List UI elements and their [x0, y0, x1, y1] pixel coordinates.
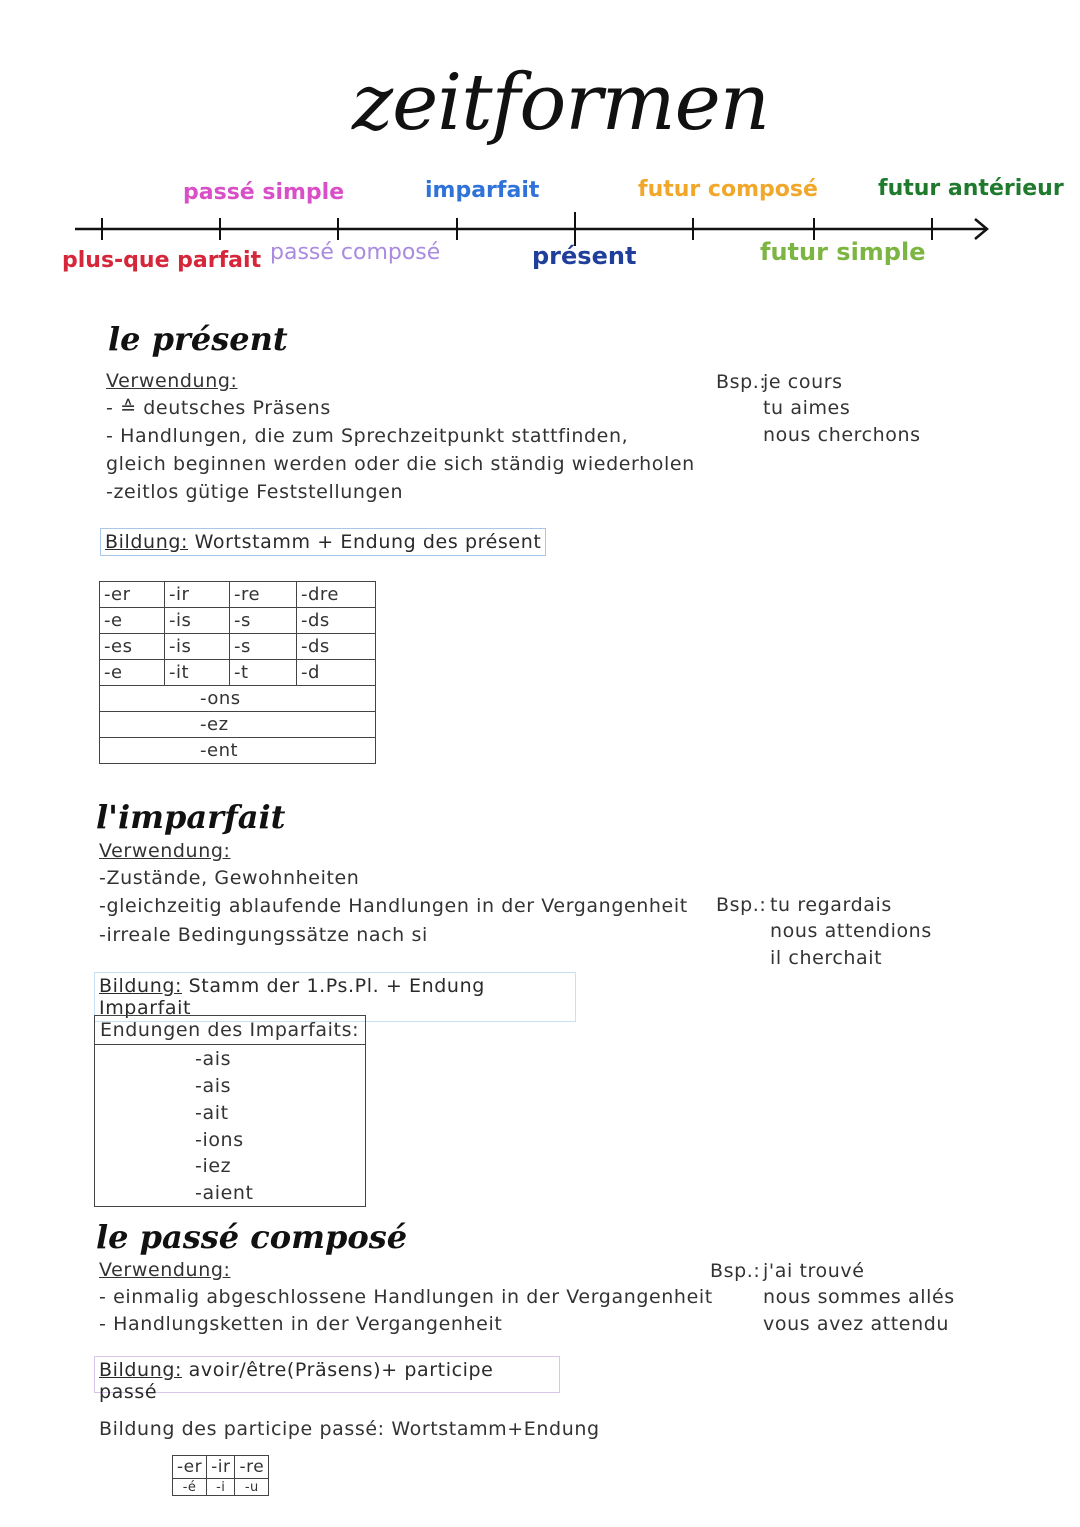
- label-futur-anterieur: futur antérieur: [878, 176, 1064, 201]
- passe-compose-bsp-label: Bsp.:: [710, 1260, 761, 1282]
- table-cell: -re: [230, 582, 297, 608]
- table-row: [100, 608, 376, 634]
- list-item: -ais: [195, 1048, 232, 1070]
- table-cell: -is: [165, 634, 230, 660]
- imparfait-verwendung-line-2: -gleichzeitig ablaufende Handlungen in der Vergangenheit: [99, 895, 688, 917]
- table-cell: -re: [235, 1456, 269, 1479]
- list-item: -iez: [195, 1155, 232, 1177]
- participe-passe-table: [172, 1455, 269, 1496]
- section-passe-compose-heading: le passé composé: [96, 1218, 408, 1256]
- table-cell: -es: [100, 634, 165, 660]
- label-passe-simple: passé simple: [183, 180, 345, 205]
- table-row: [100, 738, 376, 764]
- imparfait-example-1: tu regardais: [770, 894, 892, 916]
- section-imparfait-heading: l'imparfait: [96, 798, 286, 836]
- table-cell: -s: [230, 608, 297, 634]
- imparfait-endings-box: [94, 1015, 366, 1207]
- list-item: -ions: [195, 1129, 244, 1151]
- present-verwendung-label: Verwendung:: [106, 370, 238, 392]
- present-endings-table: [99, 581, 376, 764]
- table-cell: -er: [100, 582, 165, 608]
- table-cell: -ent: [100, 738, 376, 764]
- table-cell: -ds: [297, 634, 376, 660]
- table-cell: -ds: [297, 608, 376, 634]
- passe-compose-bildung-text: avoir/être(Präsens)+ participe passé: [99, 1359, 494, 1403]
- table-cell: -s: [230, 634, 297, 660]
- imparfait-verwendung-label: Verwendung:: [99, 840, 231, 862]
- present-bsp-label: Bsp.:: [716, 371, 767, 393]
- present-verwendung-line-3: gleich beginnen werden oder die sich ständig wiederholen: [106, 453, 695, 475]
- present-bildung-box: [100, 528, 546, 556]
- timeline: [0, 0, 1080, 290]
- imparfait-bildung-label: Bildung:: [99, 975, 182, 997]
- table-cell: -u: [235, 1479, 269, 1496]
- table-cell: -ir: [165, 582, 230, 608]
- list-item: -aient: [195, 1182, 254, 1204]
- table-cell: -i: [207, 1479, 235, 1496]
- passe-compose-bildung-box: [94, 1356, 560, 1403]
- imparfait-bsp-label: Bsp.:: [716, 894, 767, 916]
- table-row: [100, 660, 376, 686]
- table-cell: -is: [165, 608, 230, 634]
- present-example-1: je cours: [763, 371, 843, 393]
- present-bildung-text: Wortstamm + Endung des présent: [188, 531, 542, 553]
- label-plus-que-parfait: plus-que parfait: [62, 248, 262, 273]
- list-item: -ais: [195, 1075, 232, 1097]
- table-cell: -é: [173, 1479, 207, 1496]
- table-row: [173, 1456, 269, 1479]
- table-cell: -ons: [100, 686, 376, 712]
- imparfait-endings-title: Endungen des Imparfaits:: [95, 1016, 365, 1045]
- passe-compose-example-1: j'ai trouvé: [763, 1260, 865, 1282]
- imparfait-verwendung-line-3: -irreale Bedingungssätze nach si: [99, 924, 428, 946]
- imparfait-verwendung-line-1: -Zustände, Gewohnheiten: [99, 867, 360, 889]
- passe-compose-verwendung-line-2: - Handlungsketten in der Vergangenheit: [99, 1313, 503, 1335]
- table-row: [100, 686, 376, 712]
- passe-compose-bildung-label: Bildung:: [99, 1359, 182, 1381]
- passe-compose-verwendung-line-1: - einmalig abgeschlossene Handlungen in der Vergangenheit: [99, 1286, 713, 1308]
- table-cell: -dre: [297, 582, 376, 608]
- table-cell: -d: [297, 660, 376, 686]
- label-imparfait: imparfait: [425, 178, 540, 203]
- table-cell: -e: [100, 608, 165, 634]
- label-futur-simple: futur simple: [760, 238, 926, 266]
- list-item: -ait: [195, 1102, 229, 1124]
- imparfait-bildung-text: Stamm der 1.Ps.Pl. + Endung Imparfait: [99, 975, 485, 1019]
- table-cell: -t: [230, 660, 297, 686]
- table-row: [173, 1479, 269, 1496]
- section-present-heading: le présent: [108, 320, 288, 358]
- present-example-3: nous cherchons: [763, 424, 921, 446]
- table-cell: -er: [173, 1456, 207, 1479]
- table-cell: -e: [100, 660, 165, 686]
- table-cell: -ez: [100, 712, 376, 738]
- passe-compose-example-3: vous avez attendu: [763, 1313, 950, 1335]
- present-verwendung-line-4: -zeitlos gütige Feststellungen: [106, 481, 404, 503]
- present-example-2: tu aimes: [763, 397, 851, 419]
- passe-compose-verwendung-label: Verwendung:: [99, 1259, 231, 1281]
- table-cell: -ir: [207, 1456, 235, 1479]
- table-row: [100, 634, 376, 660]
- imparfait-example-2: nous attendions: [770, 920, 932, 942]
- present-verwendung-line-1: - ≙ deutsches Präsens: [106, 397, 331, 419]
- present-bildung-label: Bildung:: [105, 531, 188, 553]
- present-verwendung-line-2: - Handlungen, die zum Sprechzeitpunkt stattfinden,: [106, 425, 629, 447]
- participe-passe-title: Bildung des participe passé: Wortstamm+Endung: [99, 1418, 600, 1440]
- passe-compose-example-2: nous sommes allés: [763, 1286, 955, 1308]
- table-cell: -it: [165, 660, 230, 686]
- imparfait-example-3: il cherchait: [770, 947, 883, 969]
- label-futur-compose: futur composé: [638, 177, 818, 202]
- label-present: présent: [532, 242, 637, 270]
- table-row: [100, 712, 376, 738]
- page-title: zeitformen: [352, 58, 770, 148]
- table-row: [100, 582, 376, 608]
- label-passe-compose: passé composé: [270, 240, 441, 265]
